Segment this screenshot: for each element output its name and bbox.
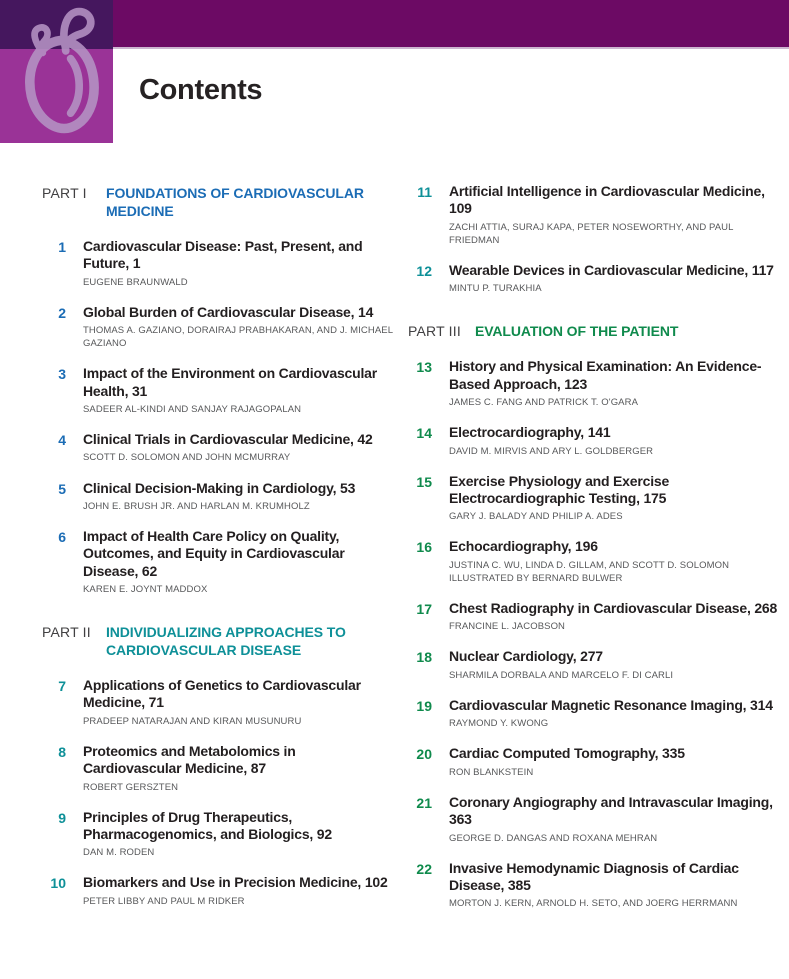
chapter-authors-group: [83, 715, 394, 728]
chapter-authors-line: RAYMOND Y. KWONG: [449, 718, 549, 730]
chapter-authors-line: PETER LIBBY AND PAUL M RIDKER: [83, 895, 245, 907]
chapter-authors-line: MORTON J. KERN, ARNOLD H. SETO, AND JOERG HERRMANN: [449, 898, 738, 910]
chapter-title: Cardiovascular Magnetic Resonance Imaging, 314: [449, 696, 773, 713]
chapter-number: 6: [58, 528, 66, 545]
part-title: INDIVIDUALIZING APPROACHES TO CARDIOVASCULAR DISEASE: [106, 624, 346, 659]
chapter-authors-group: [83, 451, 373, 464]
toc-chapter-entry: [408, 538, 781, 585]
chapter-title: Invasive Hemodynamic Diagnosis of Cardiac Disease, 385: [449, 859, 739, 894]
chapter-authors-group: [449, 669, 673, 682]
chapter-authors-line: MINTU P. TURAKHIA: [449, 283, 542, 295]
chapter-authors-line: SADEER AL-KINDI AND SANJAY RAJAGOPALAN: [83, 403, 302, 415]
chapter-title: History and Physical Examination: An Evidence-Based Approach, 123: [449, 358, 762, 392]
chapter-number: 21: [416, 794, 432, 811]
chapter-title: Proteomics and Metabolomics in Cardiovascular Medicine, 87: [83, 742, 296, 777]
page-title: Contents: [139, 74, 263, 106]
chapter-authors-group: [449, 832, 781, 845]
chapter-number: 10: [50, 875, 66, 892]
chapter-authors-group: [83, 895, 388, 908]
chapter-authors-line: EUGENE BRAUNWALD: [83, 276, 188, 288]
chapter-number: 19: [416, 697, 432, 714]
chapter-title: Clinical Trials in Cardiovascular Medicine, 42: [83, 431, 373, 448]
toc-chapter-entry: [42, 431, 394, 464]
toc-chapter-entry: [42, 528, 394, 596]
chapter-title: Chest Radiography in Cardiovascular Disease, 268: [449, 600, 778, 617]
toc-chapter-entry: [408, 473, 781, 524]
chapter-number: 2: [58, 304, 66, 321]
chapter-authors-group: [83, 846, 394, 859]
chapter-authors-group: [449, 620, 777, 633]
part-label: PART I: [42, 185, 87, 201]
chapter-title: Biomarkers and Use in Precision Medicine, 102: [83, 874, 388, 891]
toc-chapter-entry: [42, 480, 394, 513]
chapter-title: Cardiac Computed Tomography, 335: [449, 745, 685, 762]
chapter-authors-line: GARY J. BALADY AND PHILIP A. ADES: [449, 511, 623, 523]
chapter-authors-line: JAMES C. FANG AND PATRICK T. O'GARA: [449, 397, 639, 409]
chapter-authors-line: PRADEEP NATARAJAN AND KIRAN MUSUNURU: [83, 715, 302, 727]
toc-left-column: [42, 183, 394, 926]
toc-chapter-entry: [42, 809, 394, 860]
chapter-body: [449, 538, 729, 585]
chapter-number: 12: [416, 262, 432, 279]
chapter-number: 4: [58, 432, 66, 449]
chapter-authors-group: [449, 897, 781, 910]
header-band: [113, 0, 789, 49]
chapter-number: 7: [58, 677, 66, 694]
chapter-authors-line: SCOTT D. SOLOMON AND JOHN MCMURRAY: [83, 452, 291, 464]
chapter-body: [449, 648, 673, 681]
chapter-number: 15: [416, 473, 432, 490]
chapter-body: [449, 600, 777, 633]
chapter-title: Exercise Physiology and Exercise Electrocardiographic Testing, 175: [449, 472, 670, 506]
part-title: EVALUATION OF THE PATIENT: [474, 323, 679, 340]
chapter-title: Echocardiography, 196: [449, 538, 598, 555]
part-label: PART II: [42, 624, 91, 641]
chapter-title: Applications of Genetics to Cardiovascular Medicine, 71: [83, 676, 361, 711]
chapter-number: 5: [58, 480, 66, 497]
chapter-body: [449, 183, 781, 247]
chapter-title: Impact of the Environment on Cardiovascular Health, 31: [83, 365, 378, 399]
chapter-authors-line: ROBERT GERSZTEN: [83, 781, 179, 793]
chapter-body: [449, 794, 781, 845]
chapter-title: Principles of Drug Therapeutics, Pharmacogenomics, and Biologics, 92: [83, 808, 332, 842]
chapter-authors-group: [449, 717, 773, 730]
chapter-body: [449, 262, 774, 295]
chapter-body: [83, 238, 394, 289]
chapter-body: [83, 365, 394, 416]
toc-chapter-entry: [42, 238, 394, 289]
chapter-body: [449, 358, 781, 409]
chapter-authors-line: JUSTINA C. WU, LINDA D. GILLAM, AND SCOTT D. SOLOMON: [449, 559, 730, 571]
chapter-authors-group: [449, 766, 685, 779]
chapter-authors-group: [83, 276, 394, 289]
chapter-authors-line: ZACHI ATTIA, SURAJ KAPA, PETER NOSEWORTHY, AND PAUL FRIEDMAN: [449, 221, 734, 246]
chapter-body: [449, 424, 653, 457]
chapter-authors-line: KAREN E. JOYNT MADDOX: [83, 584, 208, 596]
toc-chapter-entry: [408, 697, 781, 730]
chapter-body: [83, 874, 388, 907]
toc-chapter-entry: [408, 424, 781, 457]
chapter-number: 22: [416, 860, 432, 877]
chapter-number: 16: [416, 539, 432, 556]
chapter-title: Artificial Intelligence in Cardiovascular Medicine, 109: [449, 183, 765, 217]
chapter-number: 11: [417, 184, 432, 200]
part-label: PART III: [408, 323, 461, 340]
chapter-title: Electrocardiography, 141: [449, 424, 611, 441]
toc-chapter-entry: [408, 745, 781, 778]
toc-chapter-entry: [408, 358, 781, 409]
chapter-title: Impact of Health Care Policy on Quality, Outcomes, and Equity in Cardiovascular Disease, 62: [83, 527, 345, 579]
chapter-body: [83, 431, 373, 464]
chapter-authors-line: SHARMILA DORBALA AND MARCELO F. DI CARLI: [449, 669, 674, 681]
publisher-logo-square: [0, 49, 113, 143]
chapter-number: 1: [58, 238, 66, 255]
chapter-title: Nuclear Cardiology, 277: [449, 648, 603, 665]
chapter-body: [83, 743, 394, 794]
chapter-body: [449, 473, 781, 524]
chapter-number: 3: [58, 366, 66, 383]
chapter-title: Wearable Devices in Cardiovascular Medicine, 117: [449, 261, 774, 278]
toc-right-column: [408, 183, 781, 926]
table-of-contents: [0, 183, 789, 956]
chapter-title: Clinical Decision-Making in Cardiology, 53: [83, 479, 356, 496]
chapter-authors-group: [83, 583, 394, 596]
toc-chapter-entry: [42, 365, 394, 416]
chapter-body: [83, 480, 355, 513]
chapter-number: 13: [416, 359, 432, 376]
chapter-authors-group: [83, 500, 355, 513]
chapter-title: Coronary Angiography and Intravascular Imaging, 363: [449, 793, 773, 828]
chapter-authors-line: JOHN E. BRUSH JR. AND HARLAN M. KRUMHOLZ: [83, 500, 310, 512]
chapter-body: [83, 809, 394, 860]
chapter-authors-group: [449, 559, 729, 585]
chapter-authors-line: FRANCINE L. JACOBSON: [449, 621, 566, 633]
toc-chapter-entry: [408, 262, 781, 295]
chapter-body: [449, 860, 781, 911]
toc-chapter-entry: [42, 743, 394, 794]
chapter-authors-line: THOMAS A. GAZIANO, DORAIRAJ PRABHAKARAN, AND J. MICHAEL GAZIANO: [83, 325, 393, 350]
chapter-authors-group: [83, 403, 394, 416]
toc-chapter-entry: [408, 648, 781, 681]
toc-chapter-entry: [42, 874, 394, 907]
chapter-body: [83, 304, 394, 351]
chapter-authors-line: DAVID M. MIRVIS AND ARY L. GOLDBERGER: [449, 445, 654, 457]
chapter-authors-group: [83, 781, 394, 794]
part-heading: [42, 624, 394, 660]
header-band-dark-segment: [0, 0, 113, 49]
chapter-body: [449, 745, 685, 778]
chapter-number: 18: [416, 649, 432, 666]
chapter-number: 17: [416, 601, 432, 618]
chapter-number: 9: [58, 809, 66, 826]
part-heading: [42, 185, 394, 221]
toc-chapter-entry: [42, 304, 394, 351]
part-title: FOUNDATIONS OF CARDIOVASCULAR MEDICINE: [106, 185, 364, 219]
chapter-authors-group: [83, 324, 394, 350]
chapter-authors-line: RON BLANKSTEIN: [449, 766, 534, 778]
chapter-authors-group: [449, 445, 653, 458]
chapter-body: [83, 528, 394, 596]
chapter-title: Cardiovascular Disease: Past, Present, and Future, 1: [83, 237, 363, 272]
toc-chapter-entry: [408, 794, 781, 845]
chapter-body: [449, 697, 773, 730]
toc-chapter-entry: [42, 677, 394, 728]
chapter-number: 20: [416, 746, 432, 763]
chapter-title: Global Burden of Cardiovascular Disease, 14: [83, 303, 374, 320]
chapter-authors-group: [449, 396, 781, 409]
toc-chapter-entry: [408, 860, 781, 911]
chapter-authors-line: DAN M. RODEN: [83, 847, 155, 859]
chapter-authors-group: [449, 282, 774, 295]
chapter-authors-line: GEORGE D. DANGAS AND ROXANA MEHRAN: [449, 832, 658, 844]
toc-chapter-entry: [408, 183, 781, 247]
chapter-number: 8: [58, 743, 66, 760]
chapter-body: [83, 677, 394, 728]
chapter-number: 14: [416, 425, 432, 442]
part-heading: [408, 323, 781, 341]
chapter-authors-line: ILLUSTRATED BY BERNARD BULWER: [449, 572, 623, 584]
chapter-authors-group: [449, 221, 781, 247]
toc-chapter-entry: [408, 600, 781, 633]
chapter-authors-group: [449, 510, 781, 523]
